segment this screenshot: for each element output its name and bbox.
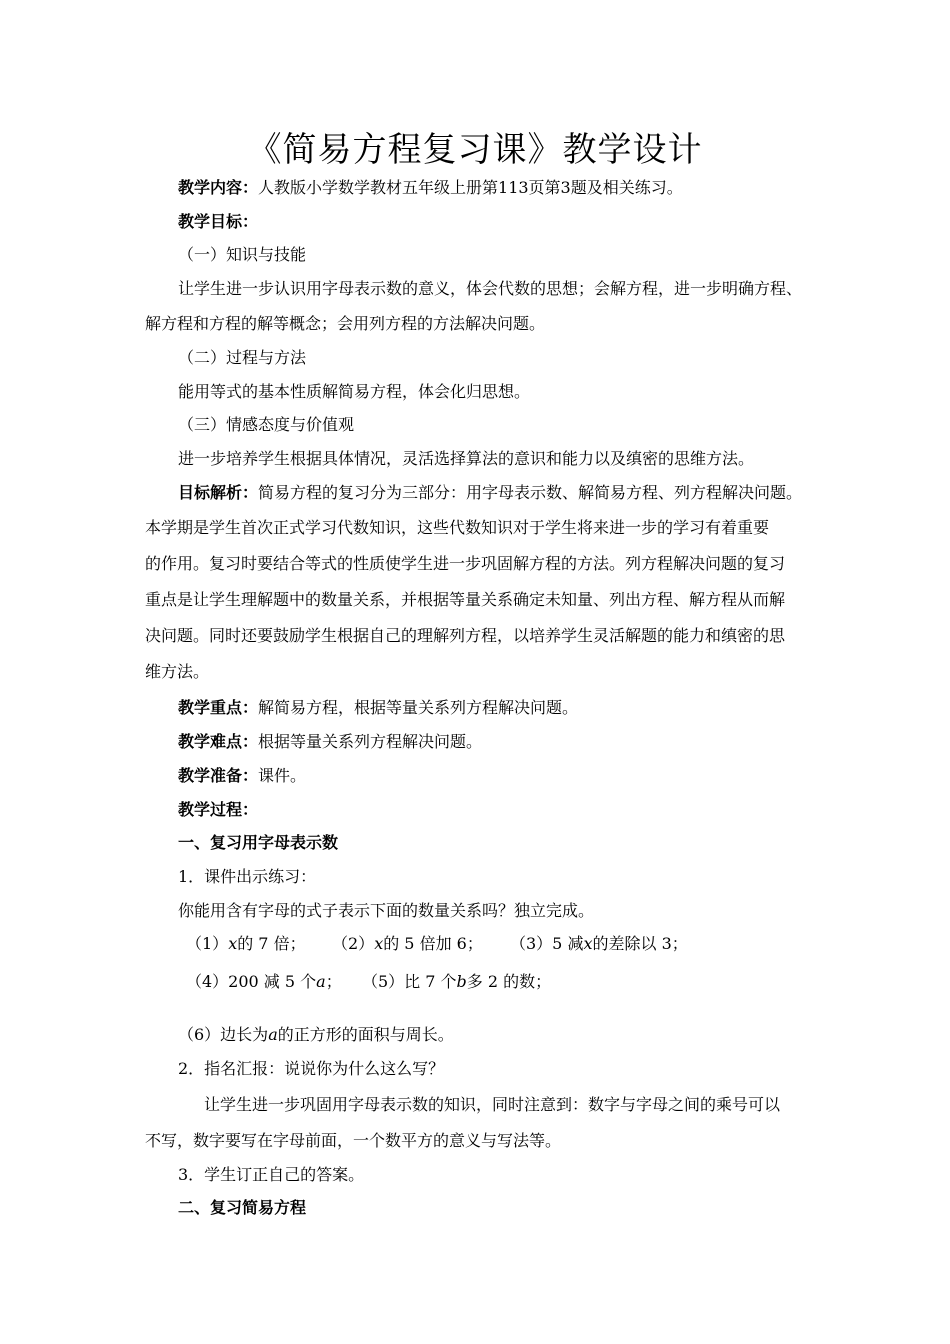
difficulty-label: 教学难点： [178, 732, 259, 751]
goal-heading-2: （二）过程与方法 [178, 348, 307, 367]
goal-analysis-line-2: 本学期是学生首次正式学习代数知识，这些代数知识对于学生将来进一步的学习有着重要 [145, 518, 770, 537]
goal-analysis-line-5: 决问题。同时还要鼓励学生根据自己的理解列方程，以培养学生灵活解题的能力和缜密的思 [145, 626, 786, 645]
goal-analysis-line-4: 重点是让学生理解题中的数量关系，并根据等量关系确定未知量、列出方程、解方程从而解 [145, 590, 786, 609]
goal-paragraph-3: 进一步培养学生根据具体情况，灵活选择算法的意识和能力以及缜密的思维方法。 [178, 449, 755, 468]
teaching-content [178, 177, 683, 199]
teaching-content-label: 教学内容： [178, 178, 259, 197]
goal-paragraph-1b: 解方程和方程的解等概念；会用列方程的方法解决问题。 [145, 314, 546, 333]
goal-heading-1: （一）知识与技能 [178, 245, 307, 264]
goal-analysis-line-1: 简易方程的复习分为三部分：用字母表示数、解简易方程、列方程解决问题。 [258, 483, 803, 502]
section-1-step-1: 1．课件出示练习： [178, 867, 317, 886]
goal-analysis [178, 482, 802, 504]
key-point-label: 教学重点： [178, 698, 259, 717]
goal-analysis-line-3: 的作用。复习时要结合等式的性质使学生进一步巩固解方程的方法。列方程解决问题的复习 [145, 554, 786, 573]
goal-analysis-line-6: 维方法。 [145, 662, 210, 681]
variable-x: x [374, 934, 384, 953]
section-1-question: 你能用含有字母的式子表示下面的数量关系吗？独立完成。 [178, 901, 595, 920]
goal-paragraph-2: 能用等式的基本性质解简易方程，体会化归思想。 [178, 382, 531, 401]
variable-a: a [268, 1025, 278, 1044]
exercise-4: （4）200 减 5 个a； [186, 972, 342, 991]
key-point-text: 解简易方程，根据等量关系列方程解决问题。 [258, 698, 579, 717]
section-1-step-3: 3．学生订正自己的答案。 [178, 1165, 365, 1184]
exercise-2: （2）x的 5 倍加 6； [332, 934, 483, 953]
exercise-6: （6）边长为a的正方形的面积与周长。 [178, 1025, 454, 1044]
variable-x: x [228, 934, 238, 953]
variable-x: x [583, 934, 593, 953]
section-1-note-line-1: 让学生进一步巩固用字母表示数的知识，同时注意到：数字与字母之间的乘号可以 [204, 1095, 781, 1114]
preparation-text: 课件。 [258, 766, 307, 785]
process-label: 教学过程： [178, 800, 259, 819]
exercise-5: （5）比 7 个b多 2 的数； [362, 972, 552, 991]
preparation [178, 765, 306, 787]
variable-a: a [316, 972, 326, 991]
exercise-1: （1）x的 7 倍； [186, 934, 306, 953]
page-title: 《简易方程复习课》教学设计 [247, 130, 703, 170]
section-1-heading: 一、复习用字母表示数 [178, 833, 339, 852]
section-1-note-line-2: 不写，数字要写在字母前面，一个数平方的意义与写法等。 [145, 1131, 562, 1150]
goal-heading-3: （三）情感态度与价值观 [178, 415, 355, 434]
section-2-heading: 二、复习简易方程 [178, 1198, 307, 1217]
teaching-goals-label: 教学目标： [178, 212, 259, 231]
goal-paragraph-1a: 让学生进一步认识用字母表示数的意义，体会代数的思想；会解方程，进一步明确方程、 [178, 279, 803, 298]
difficulty [178, 731, 482, 753]
difficulty-text: 根据等量关系列方程解决问题。 [258, 732, 483, 751]
key-point [178, 697, 578, 719]
variable-b: b [456, 972, 467, 991]
preparation-label: 教学准备： [178, 766, 259, 785]
goal-analysis-label: 目标解析： [178, 483, 259, 502]
section-1-step-2: 2．指名汇报：说说你为什么这么写？ [178, 1059, 445, 1078]
exercise-3: （3）5 减x的差除以 3； [510, 934, 688, 953]
teaching-content-text: 人教版小学数学教材五年级上册第113页第3题及相关练习。 [258, 178, 683, 197]
